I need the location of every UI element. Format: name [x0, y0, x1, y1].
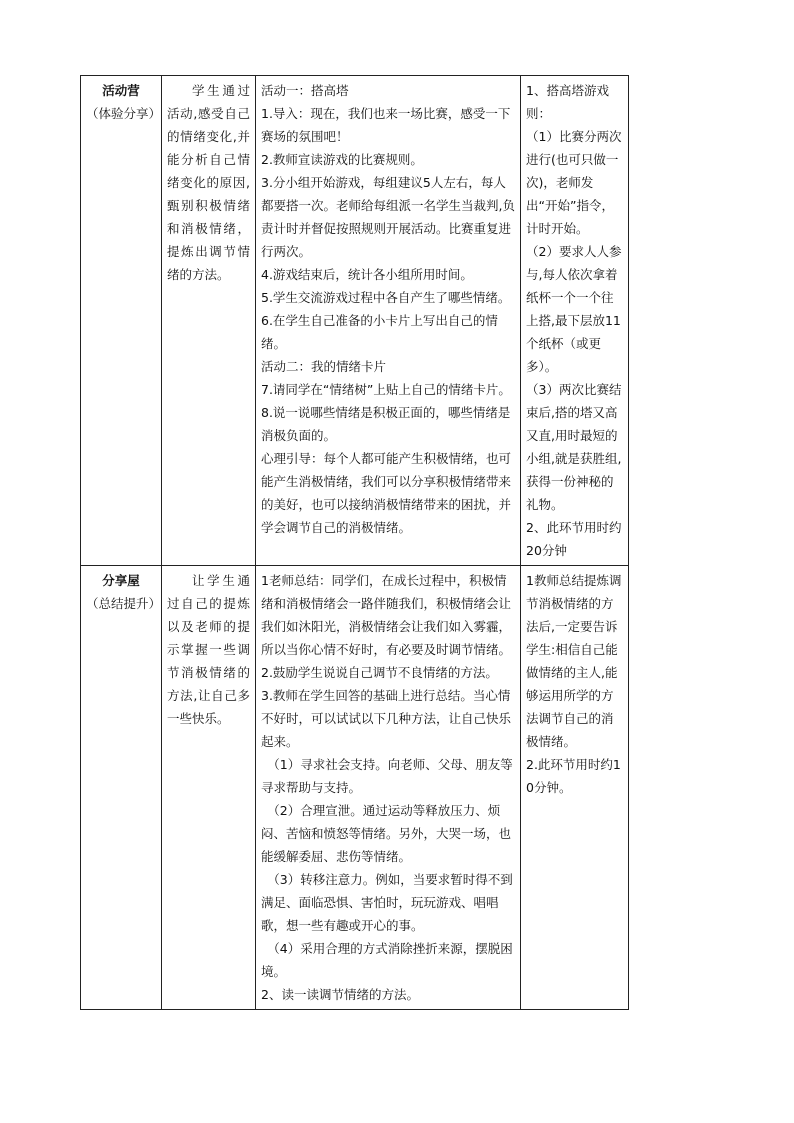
stage-subtitle: （总结提升）: [86, 596, 162, 611]
note-cell: [521, 566, 629, 1010]
table-row-activity: [81, 76, 629, 566]
process-line: 2、读一读调节情绪的方法。: [261, 987, 419, 1002]
note-line: 1教师总结提炼调节消极情绪的方法后,一定要告诉学生:相信自己能做情绪的主人,能够运用所学的方法调节自己的消极情绪。: [526, 573, 622, 749]
process-line: 5.学生交流游戏过程中各自产生了哪些情绪。: [261, 290, 511, 305]
stage-title: 活动营: [102, 83, 140, 98]
goal-cell: 学生通过活动,感受自己的情绪变化,并能分析自己情绪变化的原因,甄别积极情绪和消极情绪，提炼出调节情绪的方法。: [162, 76, 256, 566]
process-line: 7.请同学在“情绪树”上贴上自己的情绪卡片。: [261, 382, 511, 397]
stage-subtitle: （体验分享）: [86, 106, 162, 121]
process-line: 2.教师宣读游戏的比赛规则。: [261, 152, 423, 167]
process-line: （3）转移注意力。例如，当要求暂时得不到满足、面临恐惧、害怕时，玩玩游戏、唱唱歌，想一些有趣或开心的事。: [261, 872, 513, 933]
process-line: 3.分小组开始游戏，每组建议5人左右，每人都要搭一次。老师给每组派一名学生当裁判,负责计时并督促按照规则开展活动。比赛重复进行两次。: [261, 175, 515, 259]
stage-cell: [81, 566, 162, 1010]
stage-cell: [81, 76, 162, 566]
lesson-plan-table: [80, 75, 629, 1010]
process-cell: [256, 566, 521, 1010]
note-line: （1）比赛分两次进行(也可只做一次)，老师发出“开始”指令，计时开始。: [526, 129, 622, 236]
process-line: 1老师总结：同学们，在成长过程中，积极情绪和消极情绪会一路伴随我们，积极情绪会让我们如沐阳光，消极情绪会让我们如入雾霾，所以当你心情不好时，有必要及时调节情绪。: [261, 573, 512, 657]
process-line: 心理引导：每个人都可能产生积极情绪，也可能产生消极情绪，我们可以分享积极情绪带来的美好，也可以接纳消极情绪带来的困扰，并学会调节自己的消极情绪。: [261, 451, 512, 535]
process-line: （2）合理宣泄。通过运动等释放压力、烦闷、苦恼和愤怒等情绪。另外，大哭一场，也能缓解委屈、悲伤等情绪。: [261, 803, 512, 864]
stage-title: 分享屋: [102, 573, 140, 588]
process-line: 2.鼓励学生说说自己调节不良情绪的方法。: [261, 665, 498, 680]
note-cell: [521, 76, 629, 566]
process-line: 8.说一说哪些情绪是积极正面的，哪些情绪是消极负面的。: [261, 405, 511, 443]
process-line: 6.在学生自己准备的小卡片上写出自己的情绪。: [261, 313, 498, 351]
goal-cell: 让学生通过自己的提炼以及老师的提示掌握一些调节消极情绪的方法,让自己多一些快乐。: [162, 566, 256, 1010]
note-line: （2）要求人人参与,每人依次拿着纸杯一个一个往上搭,最下层放11个纸杯（或更多）。: [526, 244, 622, 374]
process-line: 1.导入：现在，我们也来一场比赛，感受一下赛场的氛围吧！: [261, 106, 511, 144]
note-line: （3）两次比赛结束后,搭的塔又高又直,用时最短的小组,就是获胜组,获得一份神秘的礼物。: [526, 382, 622, 512]
process-line: 4.游戏结束后，统计各小组所用时间。: [261, 267, 473, 282]
note-line: 2、此环节用时约20分钟: [526, 520, 622, 558]
process-line: 活动一：搭高塔: [261, 83, 349, 98]
process-line: 3.教师在学生回答的基础上进行总结。当心情不好时，可以试试以下几种方法，让自己快乐起来。: [261, 688, 512, 749]
process-line: （4）采用合理的方式消除挫折来源，摆脱困境。: [261, 941, 513, 979]
process-line: 活动二：我的情绪卡片: [261, 359, 387, 374]
process-line: （1）寻求社会支持。向老师、父母、朋友等寻求帮助与支持。: [261, 757, 513, 795]
process-cell: [256, 76, 521, 566]
note-line: 1、搭高塔游戏则：: [526, 83, 609, 121]
table-row-share: [81, 566, 629, 1010]
note-line: 2.此环节用时约10分钟。: [526, 757, 621, 795]
